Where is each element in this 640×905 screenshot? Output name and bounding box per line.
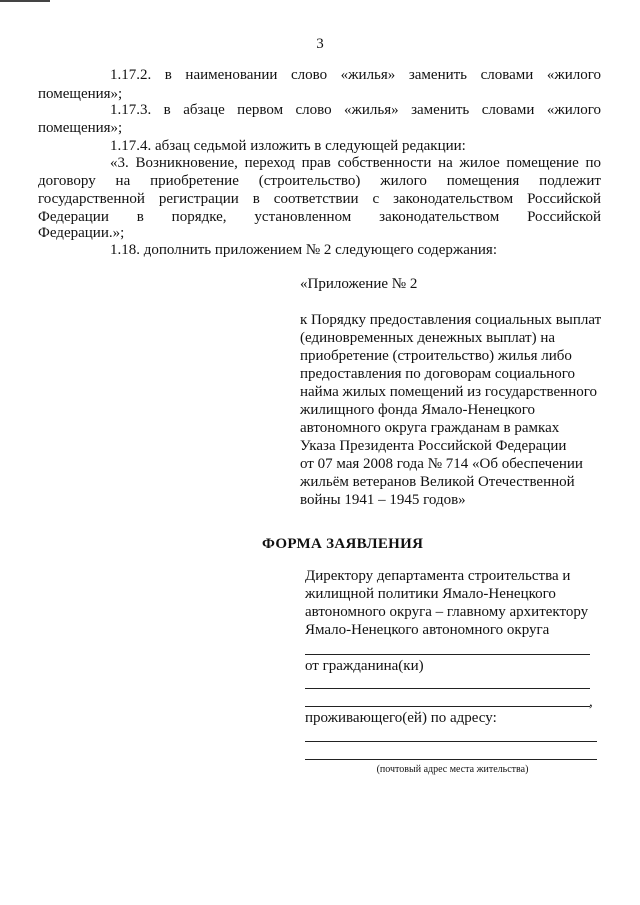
addressee-block [305,567,625,639]
form-title: ФОРМА ЗАЯВЛЕНИЯ [262,536,424,552]
from-citizen-label: от гражданина(ки) [305,658,424,674]
appendix-heading: «Приложение № 2 [300,276,418,292]
addressee-line: Директору департамента строительства и [305,568,571,584]
scan-edge-mark [0,0,50,2]
applicant-name-line-2[interactable] [305,688,590,689]
body-line-11: 1.18. дополнить приложением № 2 следующего содержания: [110,242,497,258]
address-caption: (почтовый адрес места жительства) [376,764,529,775]
body-line-3: 1.17.3. в абзаце первом слово «жилья» заменить словами «жилого [110,102,601,118]
appendix-line: от 07 мая 2008 года № 714 «Об обеспечении [300,456,583,472]
appendix-line: (единовременных денежных выплат) на [300,330,556,346]
body-line-10: Федерации.»; [38,225,125,241]
address-line-1[interactable] [305,741,597,742]
appendix-line: войны 1941 – 1945 годов» [300,492,466,508]
addressee-line: автономного округа – главному архитектору [305,604,589,620]
applicant-name-line-3[interactable] [305,706,590,707]
residing-address-label: проживающего(ей) по адресу: [305,710,497,726]
appendix-line: к Порядку предоставления социальных выплат [300,312,602,328]
body-line-1: 1.17.2. в наименовании слово «жилья» заменить словами «жилого [110,67,601,83]
appendix-line: жилищного фонда Ямало-Ненецкого [300,402,535,418]
body-line-2: помещения»; [38,86,123,102]
appendix-line: Указа Президента Российской Федерации [300,438,567,454]
body-line-9: Федерации в порядке, установленном законодательством Российской [38,209,601,225]
address-line-2[interactable] [305,759,597,760]
body-line-8: государственной регистрации в соответствии с законодательством Российской [38,191,601,207]
page-number: 3 [316,36,324,52]
body-line-6: «3. Возникновение, переход прав собственности на жилое помещение по [110,155,601,171]
body-line-4: помещения»; [38,120,123,136]
body-line-5: 1.17.4. абзац седьмой изложить в следующей редакции: [110,138,466,154]
comma-mark: , [589,694,593,710]
appendix-line: автономного округа гражданам в рамках [300,420,560,436]
applicant-name-underline[interactable] [305,654,590,655]
body-line-7: договору на приобретение (строительство) жилого помещения подлежит [38,173,601,189]
appendix-line: найма жилых помещений из государственного [300,384,598,400]
appendix-line: предоставления по договорам социального [300,366,575,382]
appendix-description [300,311,620,509]
addressee-line: Ямало-Ненецкого автономного округа [305,622,550,638]
addressee-line: жилищной политики Ямало-Ненецкого [305,586,556,602]
appendix-line: жильём ветеранов Великой Отечественной [300,474,575,490]
appendix-line: приобретение (строительство) жилья либо [300,348,572,364]
